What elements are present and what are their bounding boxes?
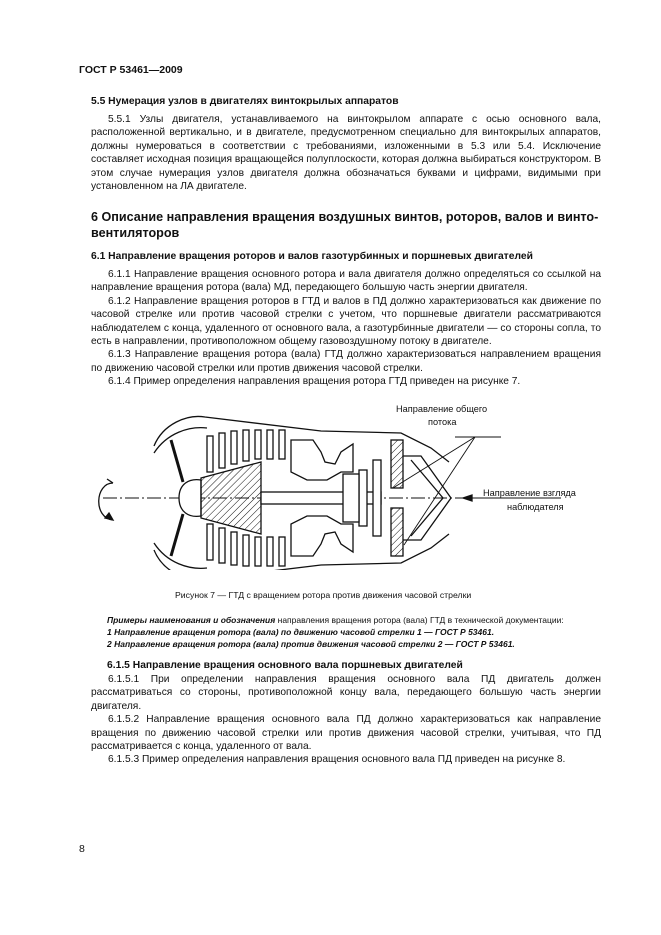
section-6-1-5-body: [91, 673, 601, 767]
example-1: [107, 627, 627, 639]
nacelle-upper: [154, 416, 449, 462]
figure-7-caption: Рисунок 7 — ГТД с вращением ротора против движения часовой стрелки: [175, 590, 472, 600]
spinner: [179, 480, 201, 517]
examples-lead-rest: направления вращения ротора (вала) ГТД в технической документации:: [275, 615, 564, 625]
view-direction-label-line1: Направление взгляда: [483, 488, 576, 498]
section-5-5-title: 5.5 Нумерация узлов в двигателях винтокрылых аппаратов: [91, 96, 399, 107]
section-5-5-body: [91, 113, 601, 193]
examples-lead-bold: Примеры наименования и обозначения: [107, 615, 276, 625]
paragraph-6-1-5-1: 6.1.5.1 При определении направления вращения основного вала ПД двигатель должен рассматриваться со стороны, противоположной концу вала, передающего большую часть энергии двигателя.: [91, 674, 601, 712]
turbine-blades-lower: [391, 508, 403, 556]
flow-direction-label-line1: Направление общего: [396, 404, 488, 414]
rotation-arrow-icon: [99, 483, 113, 520]
page-number: 8: [79, 843, 85, 855]
section-6-title: 6 Описание направления вращения воздушных винтов, роторов, валов и винто-вентиляторов: [91, 210, 599, 240]
view-direction-label-line2: наблюдателя: [507, 502, 564, 512]
figure-7-engine-diagram: [91, 400, 591, 570]
example-2: [107, 639, 627, 651]
examples-lead: [107, 615, 627, 627]
flow-leader-line-1: [393, 437, 475, 488]
paragraph-6-1-2: 6.1.2 Направление вращения роторов в ГТД и валов в ПД должно характеризоваться как движение по часовой стрелке или против часовой стрелки с учетом, что поршневые двигатели рассматриваются наблюдателем с конца, удаленного от основного вала, а газотурбинные двигатели — со стороны сопла, то есть в направлении, противоположном общему газовоздушному потоку в двигателе.: [91, 295, 601, 348]
section-6-1-body: [91, 268, 601, 389]
section-6-1-title: 6.1 Направление вращения роторов и валов газотурбинных и поршневых двигателей: [91, 251, 533, 262]
section-6-1-5-title: 6.1.5 Направление вращения основного вала поршневых двигателей: [107, 660, 463, 671]
flow-leader-line-2: [404, 437, 475, 545]
paragraph-5-5-1: 5.5.1 Узлы двигателя, устанавливаемого на винтокрылом аппарате с осью основного вала, расположенной вертикально, и в двигателе, предусмотренном специально для винтокрылых аппаратов, должны нумероваться в соответствии с требованиями, изложенными в 5.3 или 5.4. Исключение составляет исходная позиция вращающейся полуплоскости, которая должна выбираться конструктором. В этом случае нумерация узлов двигателя должна обозначаться буквами и цифрами, видимыми при установленном на ЛА двигателе.: [91, 114, 601, 193]
paragraph-6-1-5-3: 6.1.5.3 Пример определения направления вращения основного вала ПД приведен на рисунке 8.: [108, 754, 566, 766]
paragraph-6-1-1: 6.1.1 Направление вращения основного ротора и вала двигателя должно определяться со ссылкой на направление вращения ротора (вала) МД, передающего большую часть энергии двигателя.: [91, 269, 601, 294]
paragraph-6-1-5-2: 6.1.5.2 Направление вращения основного вала ПД должно характеризоваться как направление вращения по движению часовой стрелки или против движения часовой стрелки, учитывая, что ПД рассматривается с конца, удаленного от вала.: [91, 714, 601, 753]
turbine-disk-1: [359, 470, 367, 526]
document-id: ГОСТ Р 53461—2009: [79, 64, 183, 76]
paragraph-6-1-3: 6.1.3 Направление вращения ротора (вала) ГТД должно характеризоваться направлением вращения по движению часовой стрелки или против движения часовой стрелки.: [91, 349, 601, 374]
flow-direction-label-line2: потока: [428, 417, 457, 427]
example-2-text: 2 Направление вращения ротора (вала) против движения часовой стрелки 2 — ГОСТ Р 53461.: [107, 639, 515, 649]
turbine-disk-2: [373, 460, 381, 536]
example-1-text: 1 Направление вращения ротора (вала) по движению часовой стрелки 1 — ГОСТ Р 53461.: [107, 627, 495, 637]
compressor-rotor: [201, 462, 261, 534]
turbine-blades-upper: [391, 440, 403, 488]
paragraph-6-1-4: 6.1.4 Пример определения направления вращения ротора ГТД приведен на рисунке 7.: [108, 376, 521, 388]
